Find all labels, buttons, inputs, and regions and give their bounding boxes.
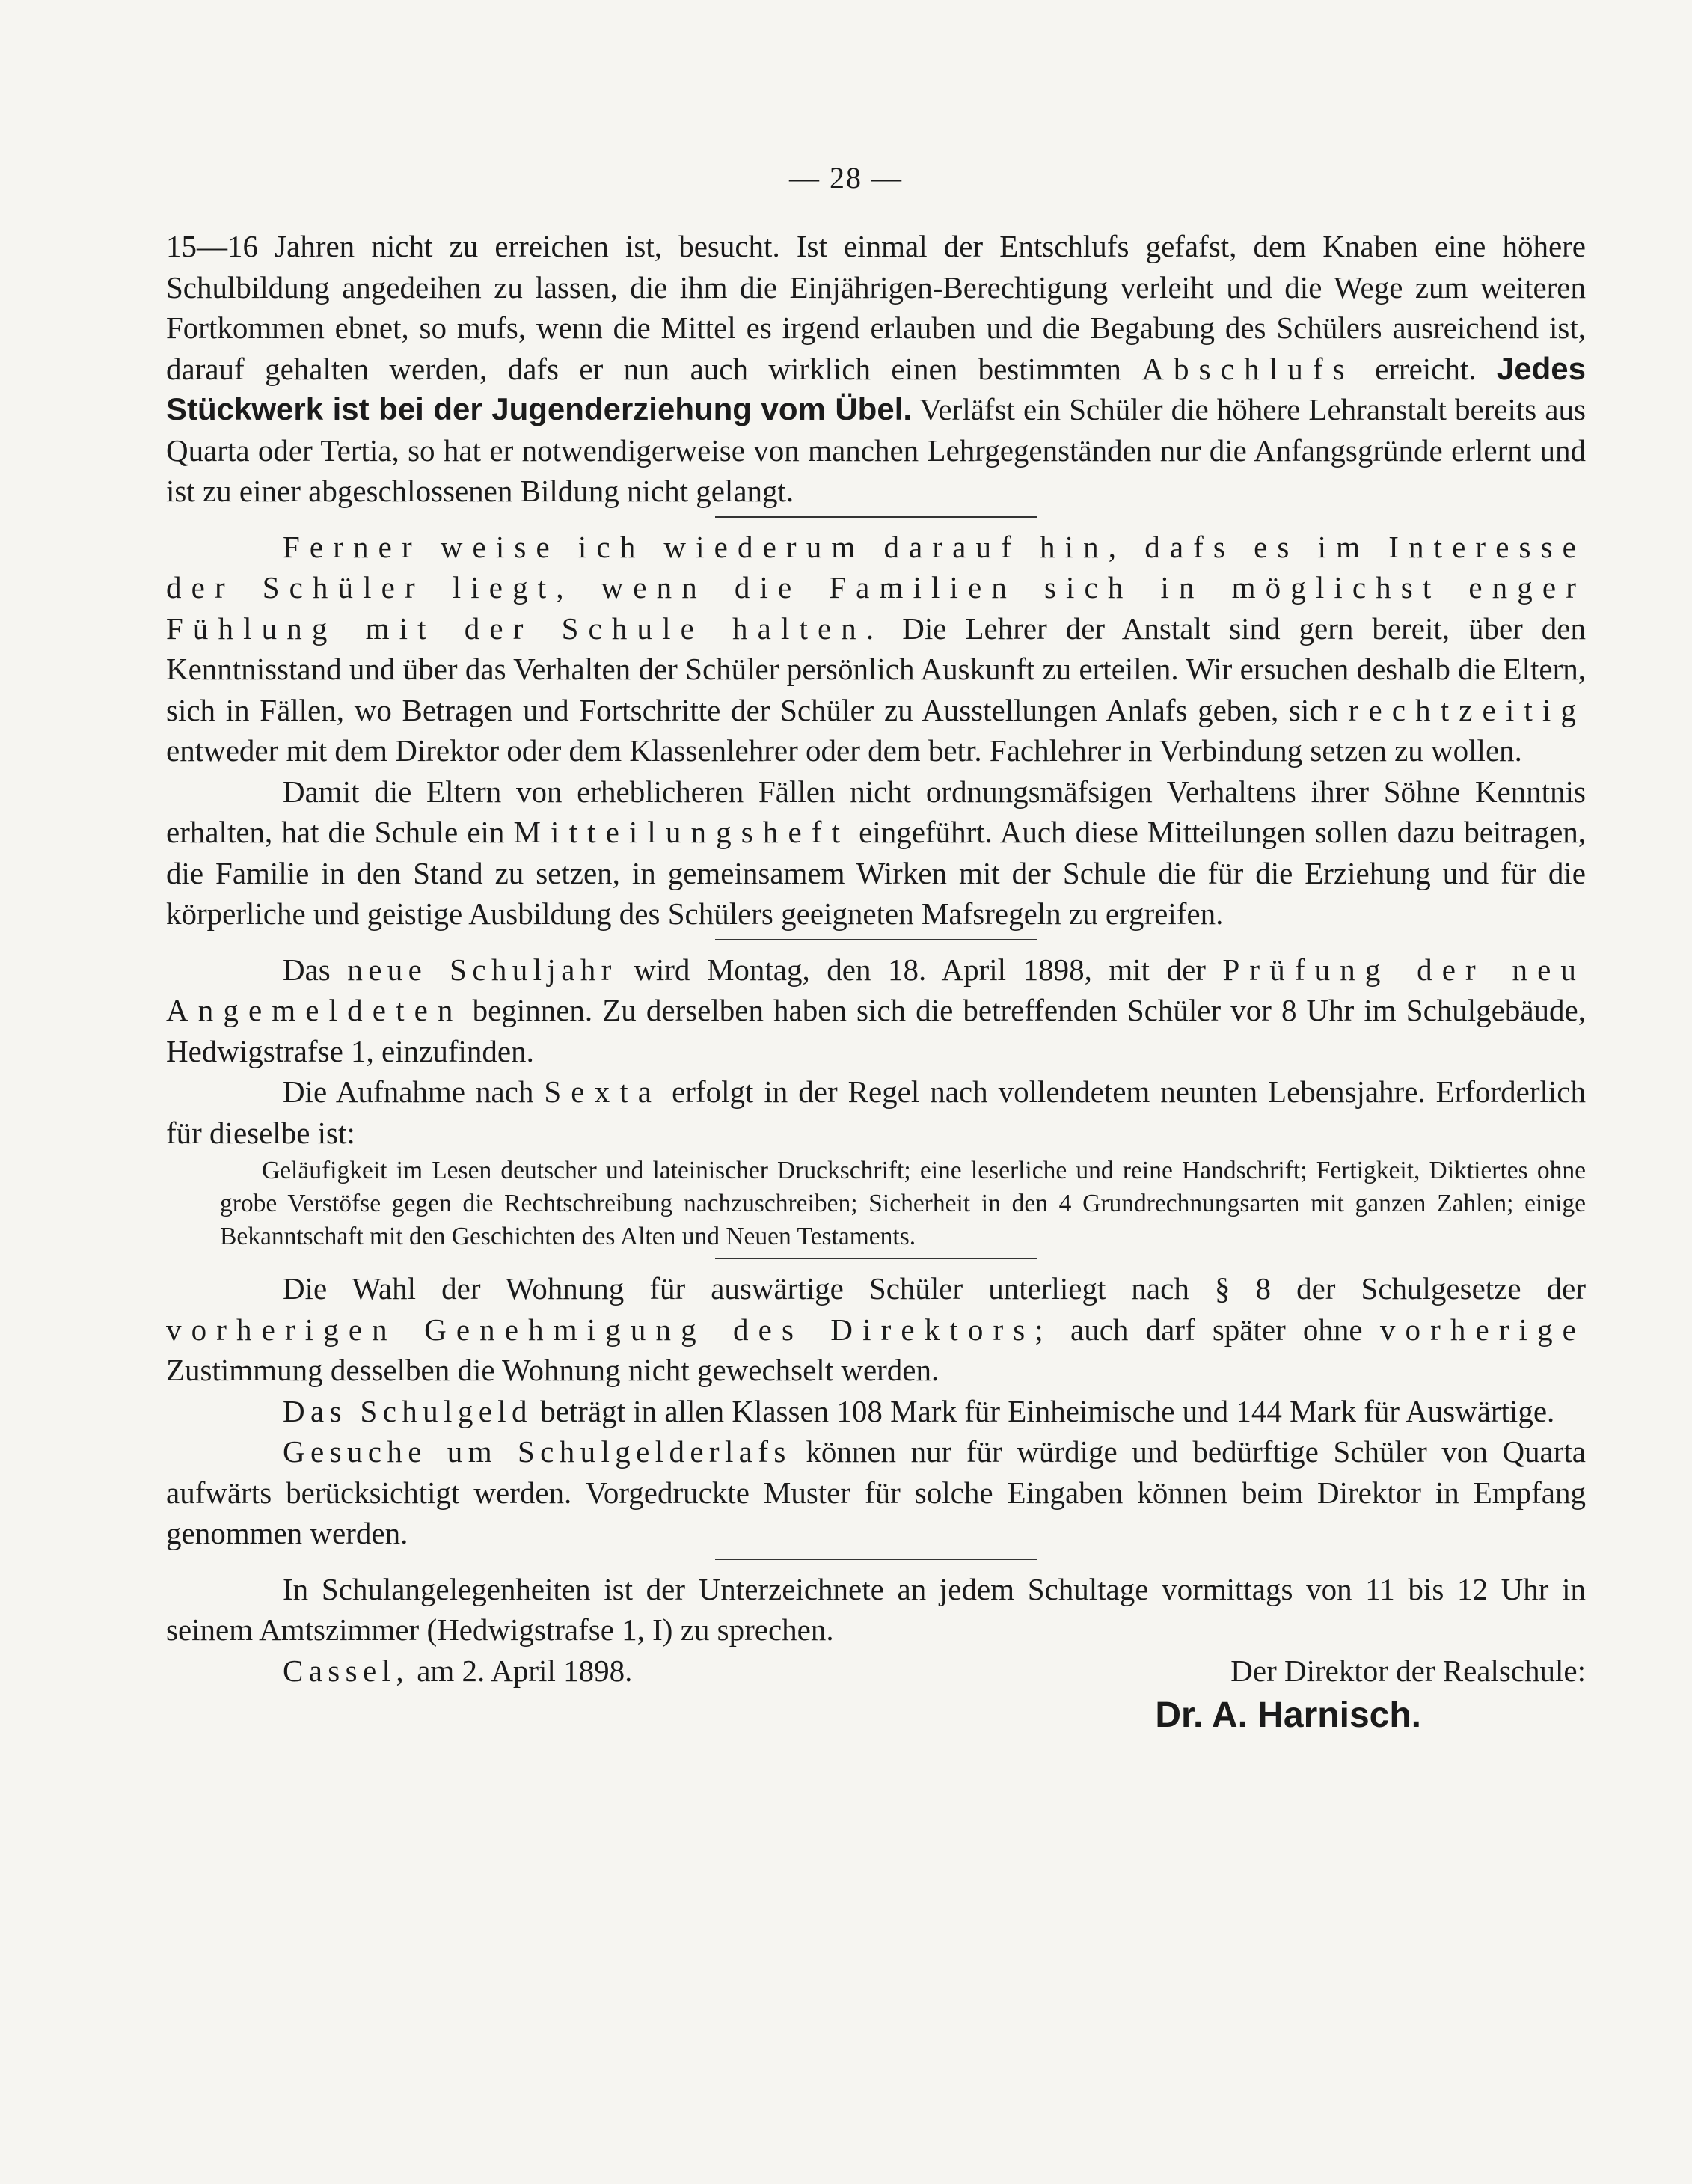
text-span: Die Lehrer der Anstalt sind gern bereit, über den Kenntnisstand und über das Verhalten der Schüler persönlich Auskunft zu erteilen. Wir ersuchen deshalb die Eltern, sich in Fällen, wo Betragen und Fortschritte der Schüler zu Ausstellungen Anlafs geben, sich: [166, 611, 1587, 727]
text-span: entweder mit dem Direktor oder dem Klassenlehrer oder dem betr. Fachlehrer in Verbindung setzen zu wollen.: [166, 733, 1522, 768]
text-span: Das: [283, 952, 331, 987]
paragraph-graduation: [166, 226, 1586, 512]
paragraph-mitteilungsheft: [166, 771, 1586, 935]
paragraph-office-hours: In Schulangelegenheiten ist der Unterzeichnete an jedem Schultage vormittags von 11 bis 12 Uhr in seinem Amtszimmer (Hedwigstrafse 1, I) zu sprechen.: [166, 1571, 1586, 1647]
text-span: beträgt in allen Klassen 108 Mark für Einheimische und 144 Mark für Auswärtige.: [540, 1393, 1555, 1428]
spaced-emphasis: Abschlufs: [1141, 351, 1355, 386]
text-span: 15—16 Jahren nicht zu erreichen ist, besucht. Ist einmal der Entschlufs gefafst, dem Knaben eine höhere Schulbildung angedeihen zu lassen, die ihm die Einjährigen-Berechtigung verleiht und die Wege zum weiteren Fortkommen ebnet, so mufs, wenn die Mittel es irgend erlauben und die Begabung des Schülers ausreichend ist, darauf gehalten werden, dafs er nun auch wirklich einen bestimmten: [166, 229, 1586, 386]
text-span: können nur für würdige und bedürftige Schüler von Quarta aufwärts berücksichtigt werden. Vorgedruckte Muster für solche Eingaben können beim Direktor in Empfang genommen werden.: [166, 1434, 1586, 1550]
paragraph-family-contact: [166, 527, 1586, 771]
paragraph-housing: [166, 1268, 1586, 1391]
page-number: — 28 —: [789, 161, 903, 195]
section-divider: [715, 1258, 1037, 1259]
page-body: [166, 226, 1586, 1737]
spaced-emphasis: Ferner weise ich wiederum darauf hin, dafs es im Interesse der Schüler liegt, wenn die Familien sich in möglichst enger Fühlung mit der Schule halten.: [166, 529, 1586, 646]
signatory-title: Der Direktor der Realschule:: [1230, 1653, 1586, 1688]
date: am 2. April 1898.: [417, 1653, 633, 1688]
text-span: wird Montag, den 18. April 1898, mit der: [634, 952, 1206, 987]
paragraph-fee-waiver: [166, 1431, 1586, 1554]
paragraph-new-school-year: [166, 949, 1586, 1072]
text-span: erfolgt in der Regel nach vollendetem neunten Lebensjahre. Erforderlich für dieselbe ist:: [166, 1074, 1586, 1150]
text-span: beginnen. Zu derselben haben sich die betreffenden Schüler vor 8 Uhr im Schulgebäude, Hedwigstrafse 1, einzufinden.: [166, 993, 1586, 1068]
spaced-emphasis: Sexta: [544, 1074, 662, 1109]
spaced-emphasis: Mitteilungsheft: [513, 815, 850, 849]
closing-line: [166, 1651, 1586, 1692]
section-divider: [715, 939, 1037, 940]
spaced-emphasis: Das Schulgeld: [283, 1393, 533, 1428]
spaced-emphasis: rechtzeitig: [1348, 692, 1587, 727]
spaced-emphasis: vorherige: [1379, 1312, 1587, 1347]
section-divider: [715, 516, 1037, 518]
text-span: Die Aufnahme nach: [283, 1074, 534, 1109]
text-span: eingeführt. Auch diese Mitteilungen sollen dazu beitragen, die Familie in den Stand zu setzen, in gemeinsamem Wirken mit der Schule die für die Erziehung und für die körperliche und geistige Ausbildung des Schülers geeigneten Mafsregeln zu ergreifen.: [166, 815, 1587, 931]
text-span: Verläfst ein Schüler die höhere Lehranstalt bereits aus Quarta oder Tertia, so hat er notwendigerweise von manchen Lehrgegenständen nur die Anfangsgründe erlernt und ist zu einer abgeschlossenen Bildung nicht gelangt.: [166, 392, 1586, 508]
paragraph-school-fees: [166, 1391, 1586, 1432]
admission-requirements: Geläufigkeit im Lesen deutscher und lateinischer Druckschrift; eine leserliche und reine Handschrift; Fertigkeit, Diktiertes ohne grobe Verstöfse gegen die Rechtschreibung nachzuschreiben; Sicherheit in den 4 Grundrechnungsarten mit ganzen Zahlen; einige Bekanntschaft mit den Geschichten des Alten und Neuen Testaments.: [220, 1157, 1586, 1250]
spaced-emphasis: Prüfung der neu Angemeldeten: [166, 952, 1587, 1027]
text-span: Damit die Eltern von erheblicheren Fällen nicht ordnungsmäfsigen Verhaltens ihrer Söhne Kenntnis erhalten, hat die Schule ein: [166, 774, 1586, 849]
spaced-emphasis: Gesuche um Schulgelderlafs: [283, 1434, 791, 1469]
spaced-emphasis: vorherigen Genehmigung des Direktors;: [166, 1312, 1053, 1347]
paragraph-admission: [166, 1071, 1586, 1153]
place-date: [283, 1651, 632, 1692]
bold-emphasis: Jedes Stückwerk ist bei der Jugenderziehung vom Übel.: [166, 350, 1587, 426]
signature: Dr. A. Harnisch.: [1155, 1695, 1421, 1735]
spaced-emphasis: neue Schuljahr: [347, 952, 617, 987]
section-divider: [715, 1559, 1037, 1560]
text-span: auch darf später ohne: [1070, 1312, 1363, 1347]
place: Cassel,: [283, 1653, 409, 1688]
text-span: Die Wahl der Wohnung für auswärtige Schüler unterliegt nach § 8 der Schulgesetze der: [283, 1271, 1586, 1306]
text-span: erreicht.: [1375, 351, 1477, 386]
text-span: Zustimmung desselben die Wohnung nicht gewechselt werden.: [166, 1353, 940, 1387]
